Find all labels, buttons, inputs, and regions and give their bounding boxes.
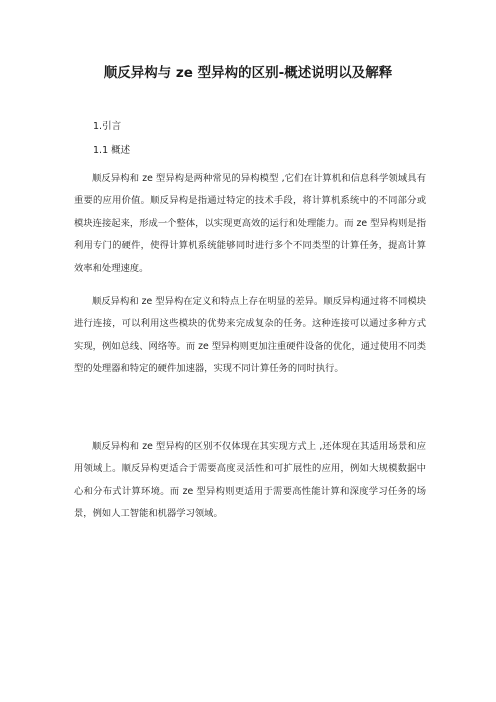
document-title: 顺反异构与 ze 型异构的区别-概述说明以及解释: [103, 65, 393, 81]
paragraph-3: 顺反异构和 ze 型异构的区别不仅体现在其实现方式上 ,还体现在其适用场景和应用领域上。顺反异构更适合于需要高度灵活性和可扩展性的应用，例如大规模数据中心和分布式计算环境。而 ze 型异构则更适用于需要高性能计算和深度学习任务的场景，例如人工智能和机器学习领域。: [74, 441, 426, 520]
paragraph-2: 顺反异构和 ze 型异构在定义和特点上存在明显的差异。顺反异构通过将不同模块进行连接，可以利用这些模块的优势来完成复杂的任务。这种连接可以通过多种方式实现，例如总线、网络等。而 ze 型异构则更加注重硬件设备的优化，通过使用不同类型的处理器和特定的硬件加速器，实现不同计算任务的同时执行。: [74, 296, 426, 375]
subsection-heading-overview: 1.1 概述: [93, 145, 131, 156]
section-heading-introduction: 1.引言: [93, 121, 122, 132]
paragraph-1: 顺反异构和 ze 型异构是两种常见的异构模型 ,它们在计算机和信息科学领域具有重要的应用价值。顺反异构是指通过特定的技术手段，将计算机系统中的不同部分或模块连接起来，形成一个整体，以实现更高效的运行和处理能力。而 ze 型异构则是指利用专门的硬件，使得计算机系统能够同时进行多个不同类型的计算任务，提高计算效率和处理速度。: [74, 173, 426, 274]
